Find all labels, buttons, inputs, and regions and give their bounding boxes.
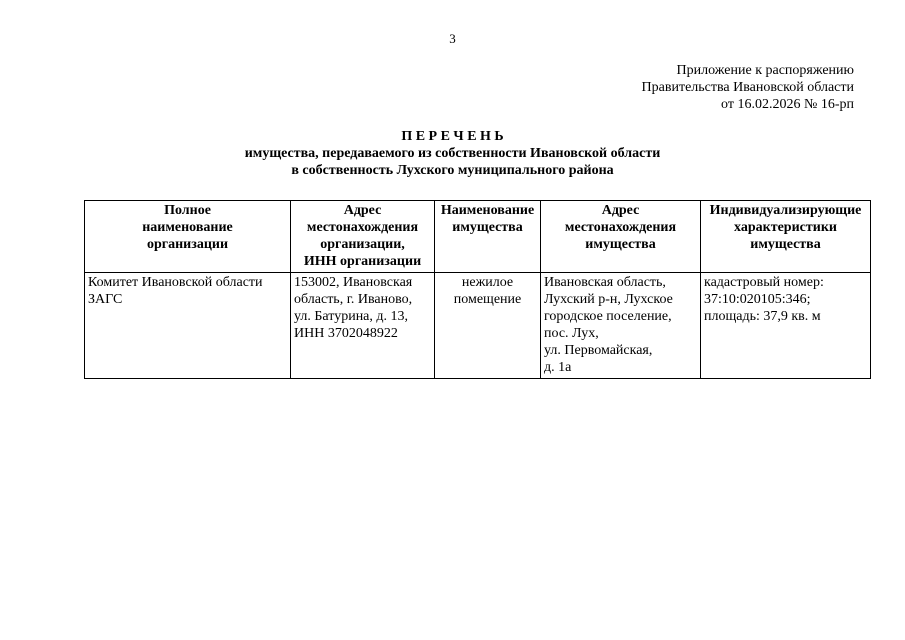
title-line-1: имущества, передаваемого из собственности Ивановской области [244,146,661,161]
cell-text: 37:10:020105:346; [704,292,811,307]
header-text: Адрес [343,203,382,218]
header-text: Индивидуализирующие [709,203,862,218]
cell-text: пос. Лух, [544,326,599,341]
appendix-block [642,62,854,113]
cell-text: 153002, Ивановская [294,275,413,290]
header-text: организации [146,237,229,252]
cell-text: ИНН 3702048922 [294,326,398,341]
cell-property-address [541,273,701,379]
appendix-line-3: от 16.02.2026 № 16-рп [721,97,854,112]
header-text: местонахождения [306,220,419,235]
cell-text: Комитет Ивановской области [88,275,263,290]
header-org-name [85,201,291,273]
cell-text: ЗАГС [88,292,123,307]
header-text: ИНН организации [303,254,422,269]
header-characteristics [701,201,871,273]
cell-org-name [85,273,291,379]
cell-org-address [291,273,435,379]
header-property-name [435,201,541,273]
cell-text: д. 1а [544,360,572,375]
header-property-address [541,201,701,273]
cell-text: городское поселение, [544,309,672,324]
header-text: имущества [452,220,523,235]
cell-text: область, г. Иваново, [294,292,413,307]
table-row [85,273,871,379]
header-text: местонахождения [564,220,677,235]
cell-text: Лухский р-н, Лухское [544,292,673,307]
header-text: организации, [320,237,405,252]
header-org-address [291,201,435,273]
document-title [0,128,905,179]
cell-text: нежилое [461,275,514,290]
cell-text: помещение [453,292,522,307]
property-table [84,200,871,379]
header-text: Адрес [601,203,640,218]
appendix-line-1: Приложение к распоряжению [676,63,854,78]
title-heading: П Е Р Е Ч Е Н Ь [401,129,504,144]
cell-property-name [435,273,541,379]
cell-text: ул. Первомайская, [544,343,653,358]
header-text: имущества [585,237,656,252]
page-number: 3 [449,31,456,46]
header-text: характеристики [734,220,837,235]
header-text: имущества [750,237,821,252]
appendix-line-2: Правительства Ивановской области [641,80,854,95]
header-text: наименование [142,220,233,235]
cell-text: кадастровый номер: [704,275,824,290]
cell-characteristics [701,273,871,379]
title-line-2: в собственность Лухского муниципального района [291,163,614,178]
cell-text: площадь: 37,9 кв. м [704,309,821,324]
header-text: Наименование [440,203,535,218]
cell-text: ул. Батурина, д. 13, [294,309,409,324]
table-header-row [85,201,871,273]
cell-text: Ивановская область, [544,275,666,290]
header-text: Полное [164,203,211,218]
